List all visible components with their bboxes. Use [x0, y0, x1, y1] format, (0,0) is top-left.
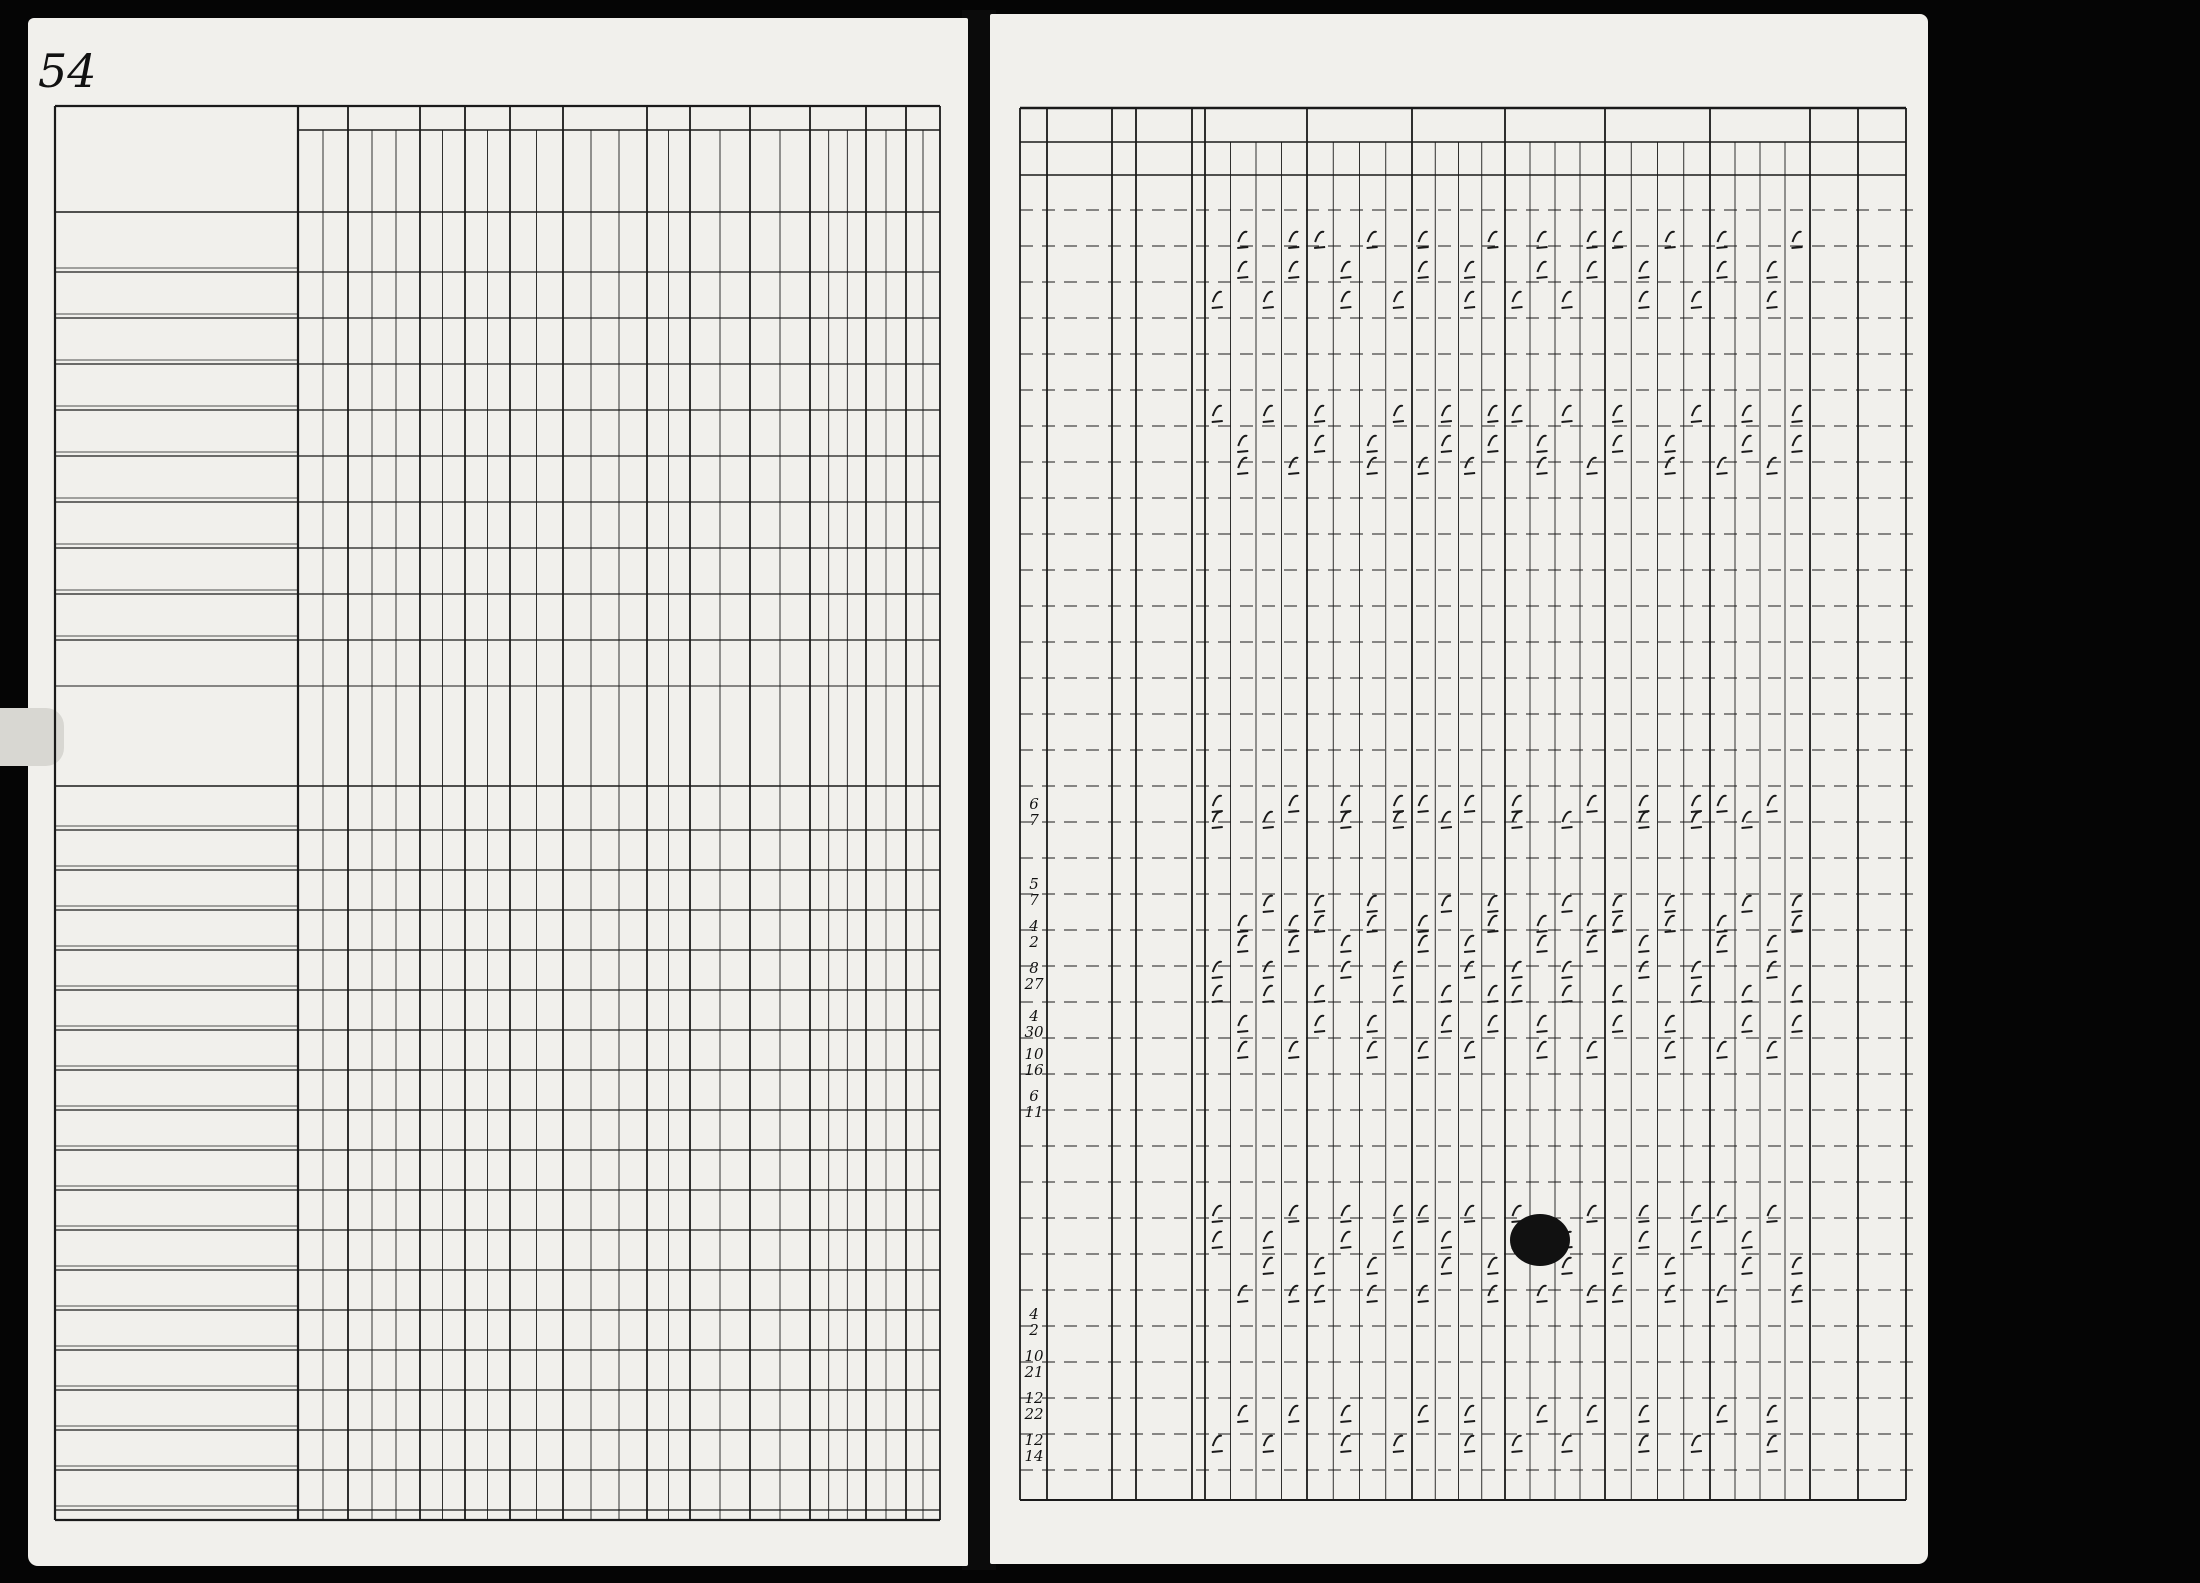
- tally-stroke: [1314, 1258, 1325, 1274]
- tally-stroke: [1340, 1436, 1351, 1452]
- tally-stroke: [1288, 1286, 1299, 1302]
- tally-stroke: [1665, 1258, 1676, 1274]
- birth-day-mark: 4 2: [1029, 917, 1039, 951]
- tally-stroke: [1792, 1258, 1803, 1274]
- tally-stroke: [1665, 458, 1676, 474]
- tally-stroke: [1263, 292, 1274, 308]
- birth-day-mark: 12 22: [1024, 1389, 1044, 1423]
- tally-stroke: [1237, 1286, 1248, 1302]
- tally-stroke: [1665, 1286, 1676, 1302]
- birth-day-mark: 10 21: [1024, 1347, 1044, 1381]
- tally-stroke: [1288, 1206, 1299, 1222]
- tally-stroke: [1512, 796, 1523, 812]
- tally-stroke: [1464, 936, 1475, 952]
- tally-stroke: [1212, 1206, 1223, 1222]
- tally-stroke: [1263, 812, 1274, 828]
- tally-stroke: [1717, 1406, 1728, 1422]
- tally-stroke: [1418, 262, 1429, 278]
- tally-stroke: [1767, 292, 1778, 308]
- tally-stroke: [1340, 1232, 1351, 1248]
- birth-day-mark: 12 14: [1024, 1431, 1044, 1465]
- tally-stroke: [1767, 962, 1778, 978]
- tally-stroke: [1792, 1016, 1803, 1032]
- tally-stroke: [1665, 1016, 1676, 1032]
- tally-stroke: [1263, 986, 1274, 1002]
- birth-day-mark: 4 30: [1024, 1007, 1044, 1041]
- tally-stroke: [1742, 436, 1753, 452]
- tally-stroke: [1441, 986, 1452, 1002]
- tally-stroke: [1340, 292, 1351, 308]
- tally-stroke: [1418, 1206, 1429, 1222]
- tally-stroke: [1562, 962, 1573, 978]
- tally-stroke: [1288, 262, 1299, 278]
- tally-stroke: [1263, 896, 1274, 912]
- tally-stroke: [1691, 812, 1702, 828]
- tally-stroke: [1237, 1016, 1248, 1032]
- birth-day-mark: 6 11: [1024, 1087, 1044, 1121]
- tally-stroke: [1263, 962, 1274, 978]
- tally-stroke: [1340, 1206, 1351, 1222]
- tally-stroke: [1767, 936, 1778, 952]
- tally-stroke: [1237, 436, 1248, 452]
- tally-stroke: [1587, 1042, 1598, 1058]
- tally-stroke: [1665, 436, 1676, 452]
- tally-stroke: [1263, 1436, 1274, 1452]
- tally-stroke: [1691, 986, 1702, 1002]
- tally-stroke: [1418, 1286, 1429, 1302]
- tally-stroke: [1212, 812, 1223, 828]
- tally-stroke: [1314, 1286, 1325, 1302]
- tally-stroke: [1464, 1042, 1475, 1058]
- tally-stroke: [1587, 1406, 1598, 1422]
- tally-stroke: [1717, 262, 1728, 278]
- ink-blot: [1510, 1214, 1570, 1266]
- page-number: 54: [38, 44, 97, 98]
- tally-stroke: [1562, 986, 1573, 1002]
- tally-stroke: [1340, 936, 1351, 952]
- tally-stroke: [1212, 1436, 1223, 1452]
- tally-stroke: [1212, 796, 1223, 812]
- tally-stroke: [1441, 1232, 1452, 1248]
- tally-stroke: [1441, 436, 1452, 452]
- tally-stroke: [1638, 812, 1649, 828]
- tally-stroke: [1767, 796, 1778, 812]
- tally-stroke: [1393, 406, 1404, 422]
- tally-stroke: [1587, 458, 1598, 474]
- tally-stroke: [1393, 796, 1404, 812]
- tally-stroke: [1587, 936, 1598, 952]
- tally-stroke: [1288, 458, 1299, 474]
- tally-stroke: [1237, 262, 1248, 278]
- tally-stroke: [1537, 458, 1548, 474]
- tally-stroke: [1717, 936, 1728, 952]
- tally-stroke: [1487, 896, 1498, 912]
- tally-stroke: [1742, 812, 1753, 828]
- tally-stroke: [1367, 436, 1378, 452]
- tally-stroke: [1537, 1406, 1548, 1422]
- tally-stroke: [1393, 292, 1404, 308]
- tally-stroke: [1212, 1232, 1223, 1248]
- tally-stroke: [1487, 436, 1498, 452]
- tally-stroke: [1638, 262, 1649, 278]
- tally-stroke: [1418, 796, 1429, 812]
- tally-stroke: [1418, 458, 1429, 474]
- tally-stroke: [1367, 1042, 1378, 1058]
- tally-stroke: [1441, 1016, 1452, 1032]
- tally-stroke: [1393, 986, 1404, 1002]
- tally-stroke: [1562, 896, 1573, 912]
- tally-stroke: [1212, 962, 1223, 978]
- tally-stroke: [1263, 406, 1274, 422]
- tally-stroke: [1587, 1206, 1598, 1222]
- birth-day-mark: 5 7: [1029, 875, 1039, 909]
- tally-stroke: [1612, 406, 1623, 422]
- tally-stroke: [1367, 1286, 1378, 1302]
- tally-stroke: [1612, 1286, 1623, 1302]
- tally-stroke: [1288, 796, 1299, 812]
- tally-stroke: [1367, 458, 1378, 474]
- tally-stroke: [1314, 896, 1325, 912]
- tally-stroke: [1237, 1042, 1248, 1058]
- tally-stroke: [1288, 1406, 1299, 1422]
- tally-stroke: [1537, 1016, 1548, 1032]
- tally-stroke: [1665, 896, 1676, 912]
- birth-day-mark: 6 7: [1029, 795, 1039, 829]
- tally-stroke: [1393, 812, 1404, 828]
- tally-stroke: [1638, 1406, 1649, 1422]
- tally-stroke: [1418, 1406, 1429, 1422]
- tally-stroke: [1638, 936, 1649, 952]
- tally-stroke: [1612, 436, 1623, 452]
- tally-stroke: [1792, 896, 1803, 912]
- tally-stroke: [1767, 1406, 1778, 1422]
- tally-stroke: [1537, 1042, 1548, 1058]
- tally-stroke: [1393, 1436, 1404, 1452]
- tally-stroke: [1792, 406, 1803, 422]
- tally-stroke: [1464, 292, 1475, 308]
- tally-stroke: [1512, 812, 1523, 828]
- tally-stroke: [1742, 1016, 1753, 1032]
- tally-stroke: [1612, 986, 1623, 1002]
- tally-stroke: [1441, 896, 1452, 912]
- tally-stroke: [1537, 436, 1548, 452]
- birth-day-mark: 8 27: [1024, 959, 1044, 993]
- tally-stroke: [1340, 1406, 1351, 1422]
- tally-stroke: [1464, 796, 1475, 812]
- tally-stroke: [1562, 812, 1573, 828]
- tally-stroke: [1340, 812, 1351, 828]
- tally-stroke: [1562, 406, 1573, 422]
- tally-stroke: [1742, 1232, 1753, 1248]
- tally-stroke: [1742, 986, 1753, 1002]
- tally-stroke: [1263, 1258, 1274, 1274]
- tally-stroke: [1742, 406, 1753, 422]
- tally-stroke: [1464, 458, 1475, 474]
- tally-stroke: [1717, 796, 1728, 812]
- tally-stroke: [1512, 986, 1523, 1002]
- tally-stroke: [1792, 436, 1803, 452]
- tally-stroke: [1512, 292, 1523, 308]
- tally-stroke: [1638, 1206, 1649, 1222]
- tally-stroke: [1464, 1206, 1475, 1222]
- tally-stroke: [1767, 1206, 1778, 1222]
- tally-stroke: [1288, 1042, 1299, 1058]
- tally-stroke: [1742, 1258, 1753, 1274]
- birth-day-mark: 10 16: [1024, 1045, 1044, 1079]
- tally-stroke: [1263, 1232, 1274, 1248]
- tally-stroke: [1212, 406, 1223, 422]
- tally-stroke: [1792, 986, 1803, 1002]
- tally-stroke: [1340, 262, 1351, 278]
- tally-stroke: [1314, 1016, 1325, 1032]
- tally-stroke: [1767, 1436, 1778, 1452]
- tally-stroke: [1587, 1286, 1598, 1302]
- tally-stroke: [1393, 962, 1404, 978]
- tally-stroke: [1612, 1258, 1623, 1274]
- tally-stroke: [1612, 896, 1623, 912]
- tally-stroke: [1562, 1436, 1573, 1452]
- tally-stroke: [1587, 796, 1598, 812]
- tally-stroke: [1691, 796, 1702, 812]
- tally-stroke: [1340, 962, 1351, 978]
- tally-stroke: [1512, 406, 1523, 422]
- tally-stroke: [1717, 1206, 1728, 1222]
- tally-stroke: [1691, 292, 1702, 308]
- tally-stroke: [1212, 986, 1223, 1002]
- tally-stroke: [1512, 1436, 1523, 1452]
- tally-stroke: [1562, 1258, 1573, 1274]
- tally-stroke: [1441, 812, 1452, 828]
- tally-stroke: [1691, 1206, 1702, 1222]
- tally-stroke: [1464, 1406, 1475, 1422]
- tally-stroke: [1212, 292, 1223, 308]
- tally-stroke: [1314, 986, 1325, 1002]
- tally-stroke: [1367, 1258, 1378, 1274]
- tally-stroke: [1237, 936, 1248, 952]
- tally-stroke: [1767, 458, 1778, 474]
- tally-stroke: [1314, 406, 1325, 422]
- tally-stroke: [1441, 1258, 1452, 1274]
- tally-stroke: [1464, 1436, 1475, 1452]
- tally-stroke: [1340, 796, 1351, 812]
- tally-stroke: [1288, 936, 1299, 952]
- tally-stroke: [1742, 896, 1753, 912]
- tally-stroke: [1314, 436, 1325, 452]
- tally-stroke: [1512, 962, 1523, 978]
- tally-stroke: [1691, 962, 1702, 978]
- tally-stroke: [1717, 458, 1728, 474]
- birth-day-mark: 4 2: [1029, 1305, 1039, 1339]
- tally-stroke: [1464, 262, 1475, 278]
- tally-stroke: [1537, 1286, 1548, 1302]
- tally-stroke: [1691, 406, 1702, 422]
- tally-stroke: [1367, 896, 1378, 912]
- tally-stroke: [1717, 1286, 1728, 1302]
- tally-stroke: [1587, 262, 1598, 278]
- tally-stroke: [1562, 292, 1573, 308]
- tally-stroke: [1237, 1406, 1248, 1422]
- tally-stroke: [1487, 1258, 1498, 1274]
- tally-stroke: [1792, 1286, 1803, 1302]
- tally-stroke: [1717, 1042, 1728, 1058]
- tally-stroke: [1537, 936, 1548, 952]
- tally-stroke: [1638, 962, 1649, 978]
- tally-stroke: [1393, 1206, 1404, 1222]
- tally-stroke: [1237, 458, 1248, 474]
- tally-stroke: [1464, 962, 1475, 978]
- tally-stroke: [1767, 1042, 1778, 1058]
- tally-stroke: [1638, 796, 1649, 812]
- tally-stroke: [1487, 1286, 1498, 1302]
- tally-stroke: [1767, 262, 1778, 278]
- tally-stroke: [1638, 1436, 1649, 1452]
- tally-stroke: [1512, 1206, 1523, 1222]
- tally-stroke: [1418, 936, 1429, 952]
- tally-stroke: [1638, 1232, 1649, 1248]
- tally-stroke: [1487, 1016, 1498, 1032]
- tally-stroke: [1441, 406, 1452, 422]
- tally-stroke: [1487, 406, 1498, 422]
- tally-stroke: [1691, 1436, 1702, 1452]
- tally-stroke: [1393, 1232, 1404, 1248]
- tally-stroke: [1418, 1042, 1429, 1058]
- tally-stroke: [1537, 262, 1548, 278]
- tally-stroke: [1638, 292, 1649, 308]
- tally-stroke: [1367, 1016, 1378, 1032]
- tally-stroke: [1665, 1042, 1676, 1058]
- tally-stroke: [1691, 1232, 1702, 1248]
- tally-stroke: [1487, 986, 1498, 1002]
- tally-stroke: [1612, 1016, 1623, 1032]
